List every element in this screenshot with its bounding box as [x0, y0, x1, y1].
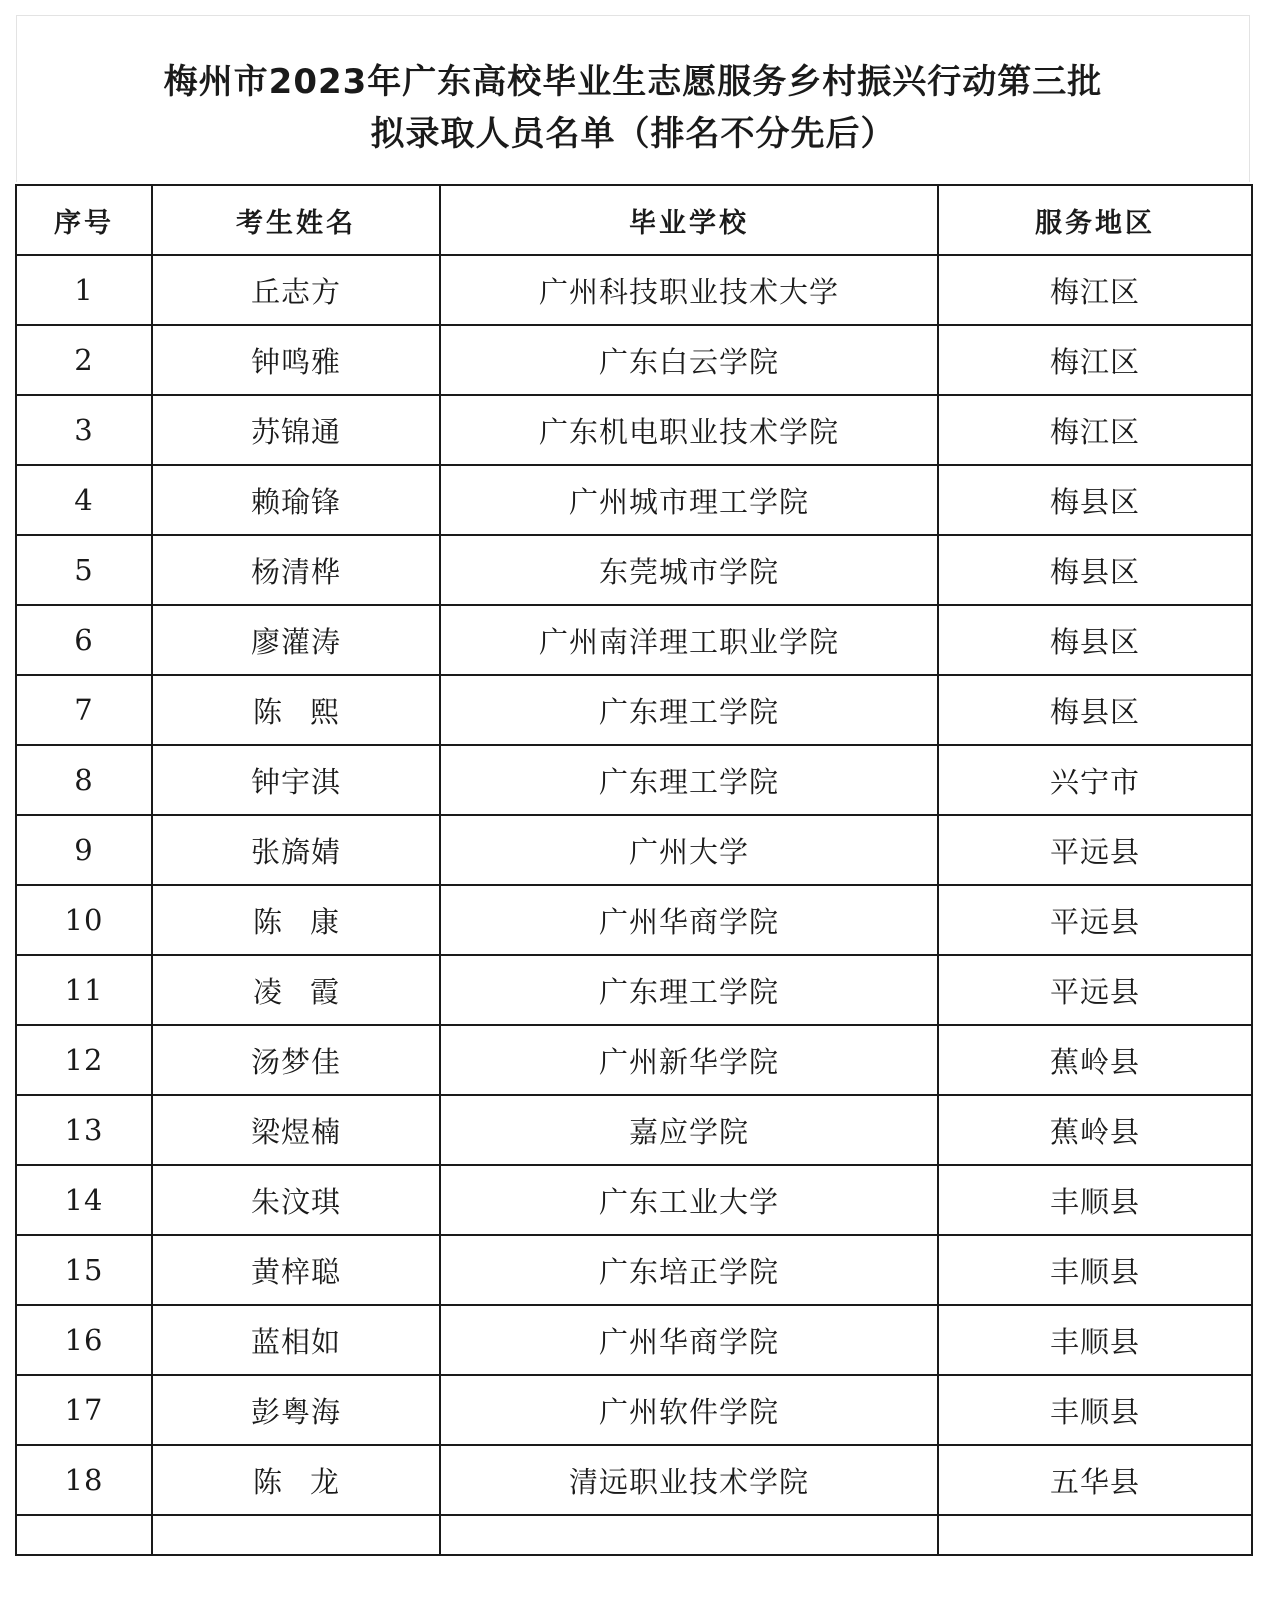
cell-index: 17 [16, 1375, 152, 1445]
cell-school: 东莞城市学院 [440, 535, 938, 605]
cell-school: 广东理工学院 [440, 675, 938, 745]
title-line-2: 拟录取人员名单（排名不分先后） [370, 114, 896, 154]
cell-school: 广州南洋理工职业学院 [440, 605, 938, 675]
header-school: 毕业学校 [440, 185, 938, 255]
cell-index: 10 [16, 885, 152, 955]
cell-name: 陈熙 [152, 675, 440, 745]
cell-school: 广东白云学院 [440, 325, 938, 395]
cell-region: 丰顺县 [938, 1375, 1252, 1445]
cell-name: 彭粤海 [152, 1375, 440, 1445]
cell-school: 广州大学 [440, 815, 938, 885]
cell-name: 陈龙 [152, 1445, 440, 1515]
cell-school: 广东工业大学 [440, 1165, 938, 1235]
cell-index: 3 [16, 395, 152, 465]
cell-region: 丰顺县 [938, 1235, 1252, 1305]
cell-region: 平远县 [938, 885, 1252, 955]
table-row [16, 745, 1252, 815]
table-row [16, 255, 1252, 325]
cell-index: 16 [16, 1305, 152, 1375]
cell-name: 凌霞 [152, 955, 440, 1025]
cell-region: 平远县 [938, 955, 1252, 1025]
cell-index: 15 [16, 1235, 152, 1305]
cell-school: 清远职业技术学院 [440, 1445, 938, 1515]
cell-region: 丰顺县 [938, 1305, 1252, 1375]
cell-region: 蕉岭县 [938, 1095, 1252, 1165]
cell-school: 广州新华学院 [440, 1025, 938, 1095]
document-title [16, 15, 1250, 182]
cell-school: 广州华商学院 [440, 885, 938, 955]
table-row [16, 325, 1252, 395]
cell-index: 11 [16, 955, 152, 1025]
table-header-row [16, 185, 1252, 255]
cell-empty [16, 1515, 152, 1555]
cell-region: 丰顺县 [938, 1165, 1252, 1235]
table-row [16, 675, 1252, 745]
cell-name: 张旖婧 [152, 815, 440, 885]
cell-region: 梅县区 [938, 535, 1252, 605]
cell-name: 苏锦通 [152, 395, 440, 465]
cell-empty [938, 1515, 1252, 1555]
cell-index: 2 [16, 325, 152, 395]
cell-region: 蕉岭县 [938, 1025, 1252, 1095]
cell-region: 梅江区 [938, 395, 1252, 465]
cell-region: 梅江区 [938, 325, 1252, 395]
cell-region: 梅县区 [938, 675, 1252, 745]
header-index: 序号 [16, 185, 152, 255]
title-line-1: 梅州市2023年广东高校毕业生志愿服务乡村振兴行动第三批 [163, 62, 1103, 102]
cell-name: 蓝相如 [152, 1305, 440, 1375]
cell-school: 广东理工学院 [440, 955, 938, 1025]
cell-school: 广州软件学院 [440, 1375, 938, 1445]
cell-name: 钟鸣雅 [152, 325, 440, 395]
header-name: 考生姓名 [152, 185, 440, 255]
table-row-partial [16, 1515, 1252, 1555]
table-row [16, 605, 1252, 675]
table-row [16, 955, 1252, 1025]
table-row [16, 1235, 1252, 1305]
cell-name: 梁煜楠 [152, 1095, 440, 1165]
table-row [16, 1095, 1252, 1165]
cell-region: 梅江区 [938, 255, 1252, 325]
cell-school: 广东理工学院 [440, 745, 938, 815]
table-row [16, 535, 1252, 605]
cell-index: 7 [16, 675, 152, 745]
table-row [16, 1305, 1252, 1375]
cell-school: 广东培正学院 [440, 1235, 938, 1305]
cell-name: 朱汶琪 [152, 1165, 440, 1235]
table-row [16, 1025, 1252, 1095]
table-row [16, 885, 1252, 955]
table-row [16, 1445, 1252, 1515]
cell-region: 平远县 [938, 815, 1252, 885]
cell-name: 廖灌涛 [152, 605, 440, 675]
table-row [16, 1375, 1252, 1445]
table-row [16, 1165, 1252, 1235]
cell-name: 黄梓聪 [152, 1235, 440, 1305]
admission-list-table [15, 184, 1253, 1556]
table-row [16, 395, 1252, 465]
table-row [16, 465, 1252, 535]
cell-index: 5 [16, 535, 152, 605]
cell-index: 12 [16, 1025, 152, 1095]
cell-index: 9 [16, 815, 152, 885]
cell-name: 丘志方 [152, 255, 440, 325]
cell-name: 陈康 [152, 885, 440, 955]
cell-index: 13 [16, 1095, 152, 1165]
cell-index: 6 [16, 605, 152, 675]
table-row [16, 815, 1252, 885]
cell-index: 4 [16, 465, 152, 535]
cell-index: 14 [16, 1165, 152, 1235]
cell-index: 1 [16, 255, 152, 325]
cell-school: 广州科技职业技术大学 [440, 255, 938, 325]
cell-empty [440, 1515, 938, 1555]
cell-name: 汤梦佳 [152, 1025, 440, 1095]
cell-school: 广东机电职业技术学院 [440, 395, 938, 465]
table-body [16, 255, 1252, 1555]
cell-index: 8 [16, 745, 152, 815]
cell-region: 梅县区 [938, 605, 1252, 675]
cell-region: 兴宁市 [938, 745, 1252, 815]
header-region: 服务地区 [938, 185, 1252, 255]
cell-index: 18 [16, 1445, 152, 1515]
cell-name: 钟宇淇 [152, 745, 440, 815]
cell-school: 嘉应学院 [440, 1095, 938, 1165]
cell-empty [152, 1515, 440, 1555]
cell-school: 广州城市理工学院 [440, 465, 938, 535]
cell-name: 杨清桦 [152, 535, 440, 605]
cell-region: 五华县 [938, 1445, 1252, 1515]
cell-region: 梅县区 [938, 465, 1252, 535]
cell-school: 广州华商学院 [440, 1305, 938, 1375]
cell-name: 赖瑜锋 [152, 465, 440, 535]
